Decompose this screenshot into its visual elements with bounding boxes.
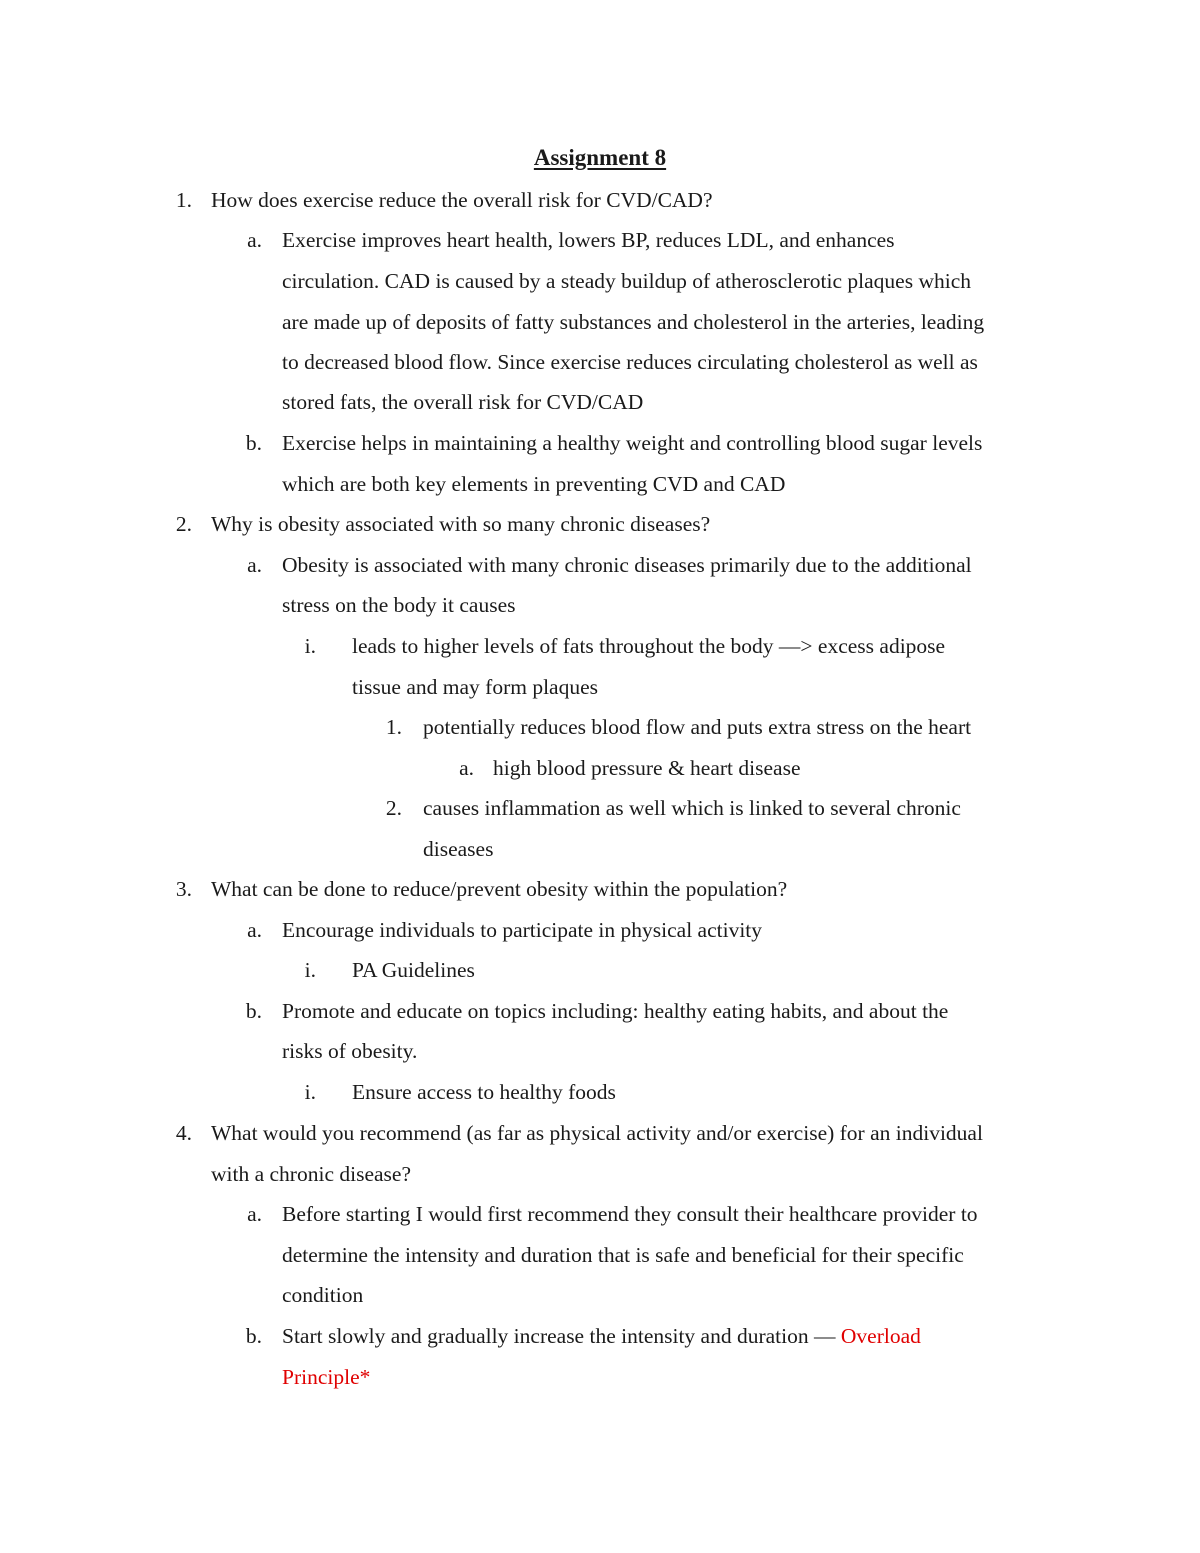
- list-roman-i: i.: [304, 634, 316, 658]
- answer-2a-i-2-line-2: diseases: [423, 837, 494, 861]
- list-number-1: 1.: [175, 188, 192, 212]
- list-roman-i: i.: [304, 958, 316, 982]
- answer-2a-line-1: Obesity is associated with many chronic diseases primarily due to the additional: [282, 553, 972, 577]
- list-letter-a: a.: [247, 553, 262, 577]
- answer-3a-text: Encourage individuals to participate in physical activity: [282, 918, 763, 942]
- list-letter-a: a.: [459, 756, 474, 780]
- question-4-line-2: with a chronic disease?: [211, 1162, 411, 1186]
- answer-1a-line-4: to decreased blood flow. Since exercise reduces circulating cholesterol as well as: [282, 350, 978, 374]
- answer-3b-i-text: Ensure access to healthy foods: [352, 1080, 616, 1104]
- list-number-3: 3.: [175, 877, 192, 901]
- question-2-text: Why is obesity associated with so many chronic diseases?: [211, 512, 711, 536]
- answer-4b-line-1: [282, 1322, 921, 1350]
- list-letter-b: b.: [245, 431, 262, 455]
- answer-2a-i-line-1: leads to higher levels of fats throughout the body —> excess adipose: [352, 634, 946, 658]
- answer-2a-i-1-text: potentially reduces blood flow and puts extra stress on the heart: [423, 715, 972, 739]
- answer-2a-i-line-2: tissue and may form plaques: [352, 675, 599, 699]
- question-3-text: What can be done to reduce/prevent obesity within the population?: [211, 877, 788, 901]
- overload-highlight: Overload: [840, 1324, 921, 1348]
- answer-1a-line-2: circulation. CAD is caused by a steady buildup of atherosclerotic plaques which: [282, 269, 971, 293]
- list-roman-i: i.: [304, 1080, 316, 1104]
- answer-2a-i-2-line-1: causes inflammation as well which is linked to several chronic: [423, 796, 961, 820]
- list-letter-a: a.: [247, 918, 262, 942]
- question-4-line-1: What would you recommend (as far as physical activity and/or exercise) for an individual: [211, 1121, 983, 1145]
- answer-4a-line-3: condition: [282, 1283, 364, 1307]
- list-number-2: 2.: [175, 512, 192, 536]
- answer-3a-i-text: PA Guidelines: [352, 958, 475, 982]
- answer-4b-text: Start slowly and gradually increase the intensity and duration —: [282, 1324, 841, 1348]
- answer-1a-line-3: are made up of deposits of fatty substances and cholesterol in the arteries, leading: [282, 310, 985, 334]
- answer-2a-i-1-a-text: high blood pressure & heart disease: [493, 756, 801, 780]
- list-letter-a: a.: [247, 228, 262, 252]
- answer-4a-line-2: determine the intensity and duration that is safe and beneficial for their specific: [282, 1243, 964, 1267]
- answer-3b-line-1: Promote and educate on topics including: healthy eating habits, and about the: [282, 999, 949, 1023]
- question-1-text: How does exercise reduce the overall risk for CVD/CAD?: [211, 188, 713, 212]
- principle-highlight: Principle*: [282, 1365, 371, 1389]
- list-letter-b: b.: [245, 1324, 262, 1348]
- document-title: Assignment 8: [533, 145, 667, 170]
- answer-3b-line-2: risks of obesity.: [282, 1039, 418, 1063]
- answer-1a-line-1: Exercise improves heart health, lowers BP, reduces LDL, and enhances: [282, 228, 895, 252]
- answer-1a-line-5: stored fats, the overall risk for CVD/CAD: [282, 390, 644, 414]
- list-letter-b: b.: [245, 999, 262, 1023]
- answer-1b-line-1: Exercise helps in maintaining a healthy weight and controlling blood sugar levels: [282, 431, 983, 455]
- list-letter-a: a.: [247, 1202, 262, 1226]
- answer-1b-line-2: which are both key elements in preventing CVD and CAD: [282, 472, 786, 496]
- answer-4a-line-1: Before starting I would first recommend they consult their healthcare provider to: [282, 1202, 978, 1226]
- list-number-1: 1.: [385, 715, 402, 739]
- list-number-2: 2.: [385, 796, 402, 820]
- list-number-4: 4.: [175, 1121, 192, 1145]
- answer-2a-line-2: stress on the body it causes: [282, 593, 516, 617]
